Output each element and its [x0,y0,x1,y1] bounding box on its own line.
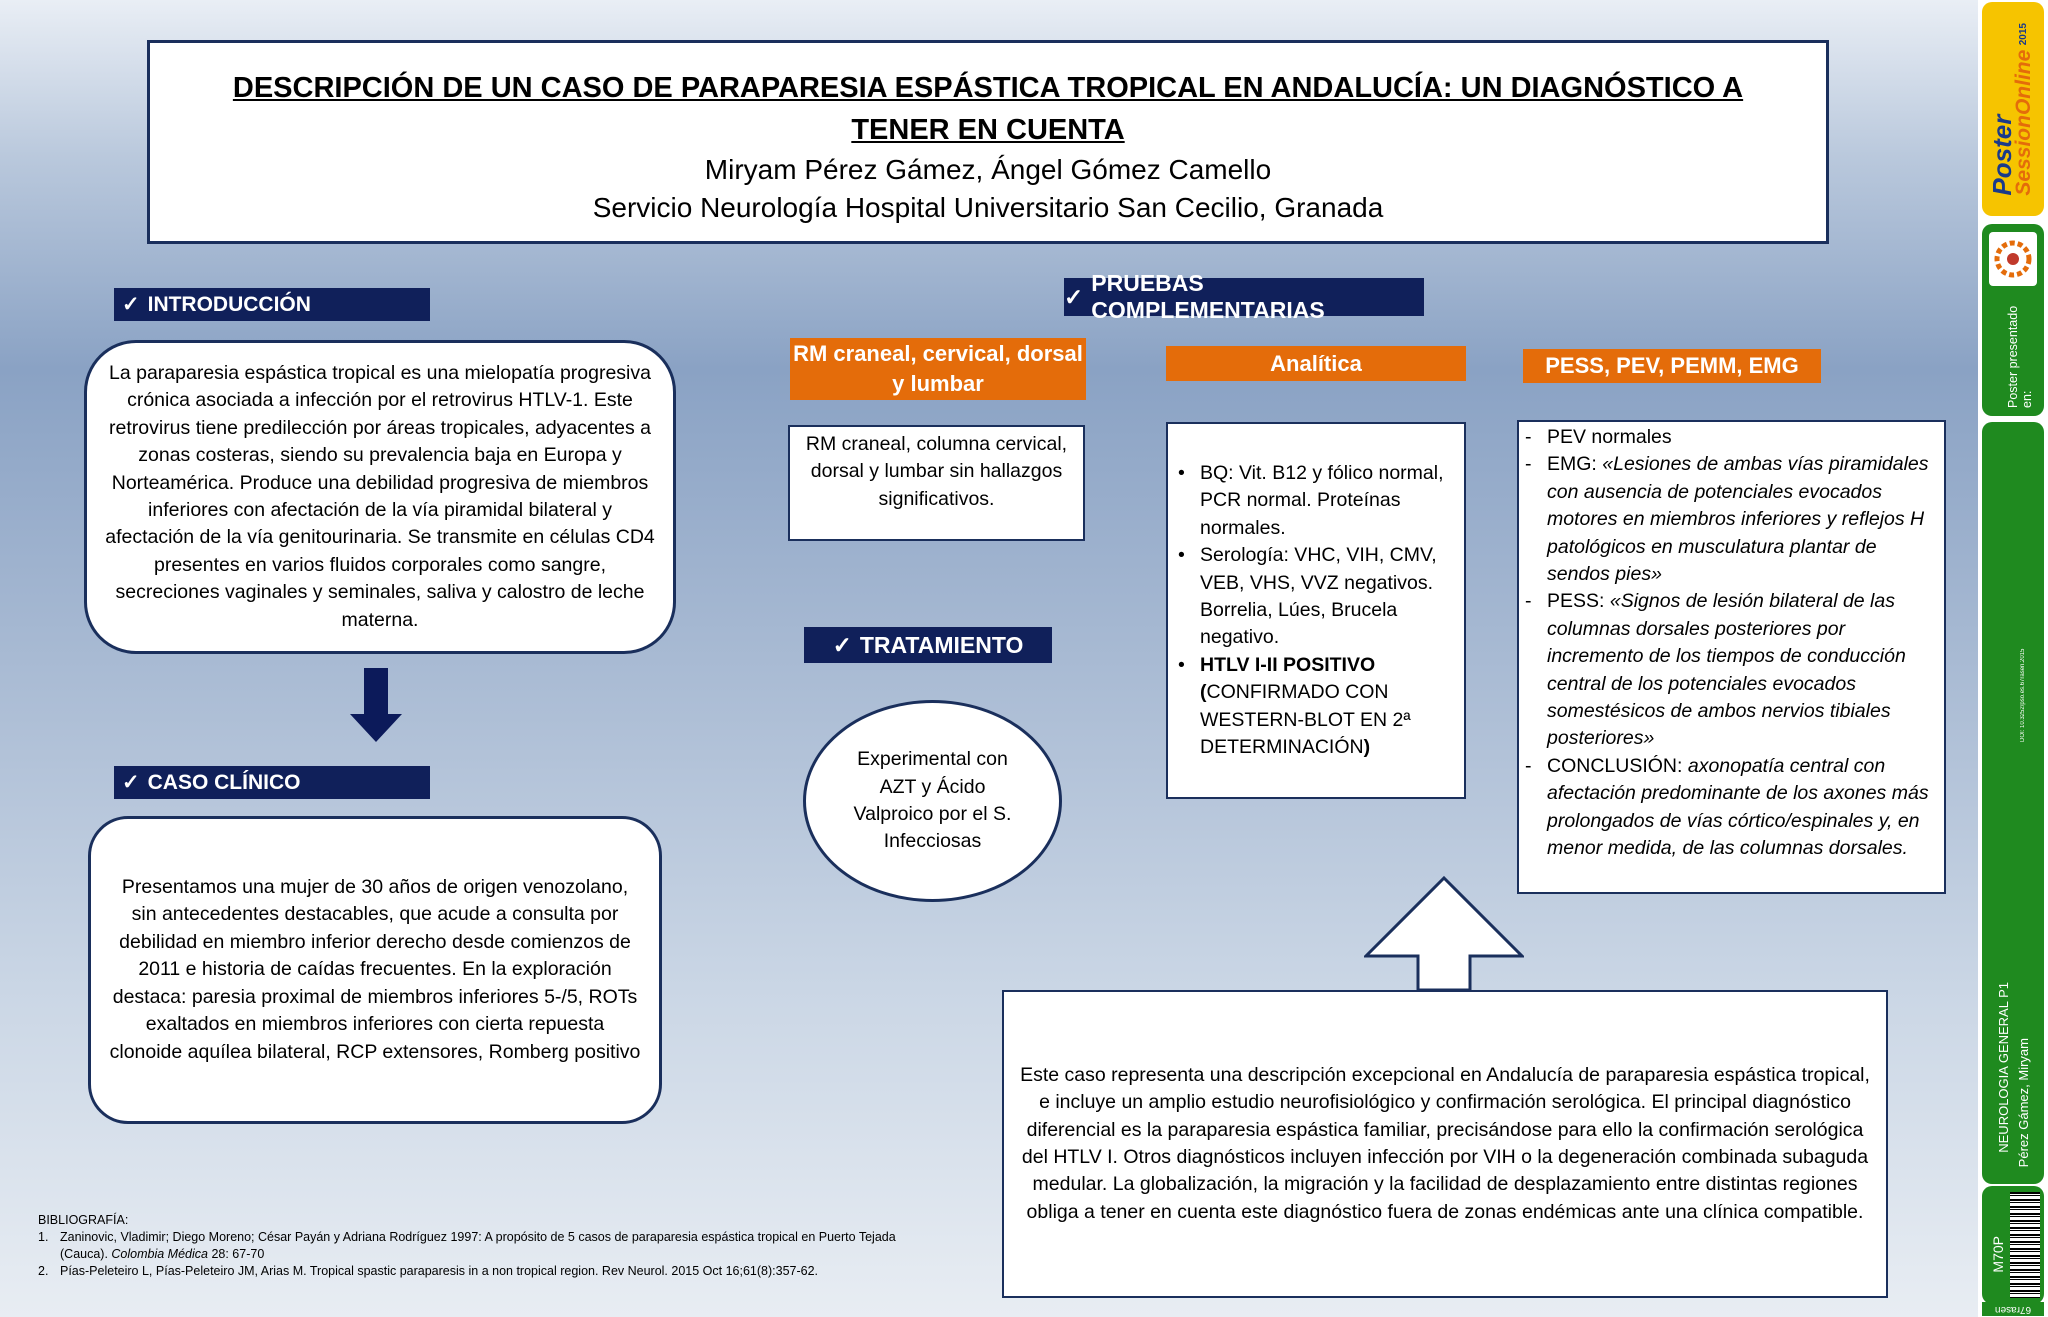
pess-box [1517,420,1946,894]
rm-label: RM craneal, cervical, dorsal y lumbar [790,338,1086,400]
bib-ref-2-num: 2. [38,1264,49,1278]
caso-clinico-label [114,766,430,799]
htlv-detail: CONFIRMADO CON WESTERN-BLOT EN 2ª DETERMINACIÓN [1200,681,1411,759]
code-text: M70P [1990,1236,2006,1273]
pruebas-label-text: PRUEBAS COMPLEMENTARIAS [1091,270,1325,323]
analitica-item-htlv [1172,652,1456,762]
bib-ref-2-text: Pías-Peleteiro L, Pías-Peleteiro JM, Arias M. Tropical spastic paraparesis in a non tropical region. Rev Neurol. 2015 Oct 16;61(8):357-62. [60,1264,819,1278]
analitica-label: Analítica [1166,346,1466,381]
introduccion-label-text: INTRODUCCIÓN [147,292,311,316]
tratamiento-label [804,627,1052,663]
check-icon: ✓ [122,293,140,316]
check-icon: ✓ [122,771,140,794]
tratamiento-text: Experimental con AZT y Ácido Valproico por el S. Infecciosas [853,748,1012,853]
arrow-down-icon [350,668,402,742]
conclusion-paragraph: Este caso representa una descripción excepcional en Andalucía de paraparesia espástica tropical, e incluye un amplio estudio neurofisiológico y confirmación serológica. El principal diagnóstico diferencial es la paraparesia espástica familiar, precisándose para ello la confirmación serológica del HTLV I. Otros diagnósticos incluyen infección por VIH o la degeneración combinada subaguda medular. La globalización, la migración y la facilidad de desplazamiento entre distintas regiones obliga a tener en cuenta este diagnóstico fuera de zonas endémicas ante una clínica compatible. [1020,1063,1870,1223]
htlv-positive: HTLV I-II POSITIVO [1200,653,1376,676]
barcode [2010,1192,2040,1298]
pess-label: PESS, PEV, PEMM, EMG [1523,349,1821,383]
pess-item-emg [1521,451,1940,588]
bib-ref-1 [38,1229,938,1263]
caso-clinico-box [88,816,662,1124]
pess-item-label: PESS: [1547,590,1610,613]
pruebas-label [1064,270,1424,323]
conclusion-box [1002,990,1888,1298]
category-text: NEUROLOGIA GENERAL P1 [1996,982,2011,1153]
poster-affiliation: Servicio Neurología Hospital Universitario San Cecilio, Granada [592,192,1384,223]
tratamiento-ellipse [803,700,1062,902]
analitica-list [1172,460,1456,761]
tratamiento-label-text: TRATAMIENTO [859,631,1024,658]
society-logo [1989,232,2037,286]
society-logo-icon [1993,237,2033,281]
bib-ref-1-body [60,1229,938,1263]
bib-ref-1-tail: 28: 67-70 [207,1247,265,1261]
pess-list [1521,424,1940,863]
analitica-box [1166,422,1466,799]
author-text: Pérez Gámez, Miryam [2016,1038,2031,1168]
poster-header [147,40,1829,244]
introduccion-text: La paraparesia espástica tropical es una mielopatía progresiva crónica asociada a infección por el retrovirus HTLV-1. Este retrovirus tiene predilección por áreas tropicales, adyacentes a zonas costeras, siendo su prevalencia baja en Europa y Norteamérica. Produce una debilidad progresiva de miembros inferiores con afectación de la vía piramidal bilateral y afectación de la vía genitourinaria. Se transmite en células CD4 presentes en varios fluidos corporales como sangre, secreciones vaginales y seminales, saliva y calostro de leche materna. [105,361,655,631]
presented-block [1982,224,2044,416]
poster-authors: Miryam Pérez Gámez, Ángel Gómez Camello [704,154,1272,185]
brand-line1: Poster [1987,114,2017,196]
emg-text: «Lesiones de ambas vías piramidales con ausencia de potenciales evocados motores en miembros inferiores y reflejos H patológicos en musculatura plantar de sendos pies» [1547,453,1929,586]
info-block [1982,422,2044,1184]
caso-clinico-label-text: CASO CLÍNICO [147,770,301,794]
pess-item-pev: - PEV normales [1521,424,1940,451]
poster-title: DESCRIPCIÓN DE UN CASO DE PARAPARESIA ESPÁSTICA TROPICAL EN ANDALUCÍA: UN DIAGNÓSTICO A TENER EN CUENTA [232,72,1744,146]
code-block [1982,1186,2044,1304]
doi-text: DOI: 10.3252/pso.es.67rasen.2015 [2020,648,2026,742]
introduccion-label [114,288,430,321]
check-icon: ✓ [1064,283,1084,310]
htlv-open-paren: ( [1200,681,1207,704]
rm-box [788,425,1085,541]
brand-year: 2015 [2018,22,2029,45]
conclusion-label: CONCLUSIÓN: [1547,754,1688,777]
emg-label: EMG: [1547,453,1603,476]
presented-text: Poster presentado en: [2006,305,2034,408]
bibliografia-label: BIBLIOGRAFÍA: [38,1213,129,1227]
caso-clinico-text: Presentamos una mujer de 30 años de origen venozolano, sin antecedentes destacables, que acude a consulta por debilidad en miembro inferior derecho desde comienzos de 2011 e historia de caídas frecuentes. En la exploración destaca: paresia proximal de miembros inferiores 5-/5, ROTs exaltados en miembros inferiores con cierta repuesta clonoide aquílea bilateral, RCP extensores, Romberg positivo [109,876,641,1063]
pess-item-pess [1521,588,1940,752]
rm-text: RM craneal, columna cervical, dorsal y lumbar sin hallazgos significativos. [805,433,1068,510]
pess-item-text: «Signos de lesión bilateral de las columnas dorsales posteriores por incremento de los tiempos de conducción central de los potenciales evocados somestésicos de ambos nervios tibiales posteriores» [1547,590,1906,750]
bib-ref-1-num: 1. [38,1230,49,1244]
bib-ref-1-text: Zaninovic, Vladimir; Diego Moreno; César Payán y Adriana Rodríguez 1997: A propósito de 5 casos de paraparesia espástica tropical en Puerto Tejada (Cauca). [60,1230,896,1261]
conclusion-text: axonopatía central con afectación predominante de los axones más prolongados de vías córtico/espinales y, en menor medida, de las columnas dorsales. [1547,754,1929,860]
arrow-up-icon [1364,876,1524,992]
brand-line2: SessionOnline [2012,49,2035,196]
brand-text [1987,22,2035,196]
analitica-item-serologia: • Serología: VHC, VIH, CMV, VEB, VHS, VVZ negativos. Borrelia, Lúes, Brucela negativo. [1172,542,1456,652]
event-text: 67rasen [1982,1302,2044,1316]
bibliografia [38,1212,938,1280]
sidebar-strip [1978,0,2048,1317]
check-icon: ✓ [832,631,852,658]
bib-ref-1-journal: Colombia Médica [111,1247,208,1261]
bib-ref-2 [38,1263,938,1280]
pess-item-conclusion [1521,753,1940,863]
htlv-close-paren: ) [1363,736,1371,759]
analitica-item-bq: • BQ: Vit. B12 y fólico normal, PCR normal. Proteínas normales. [1172,460,1456,542]
introduccion-box [84,340,676,654]
brand-block [1982,2,2044,216]
